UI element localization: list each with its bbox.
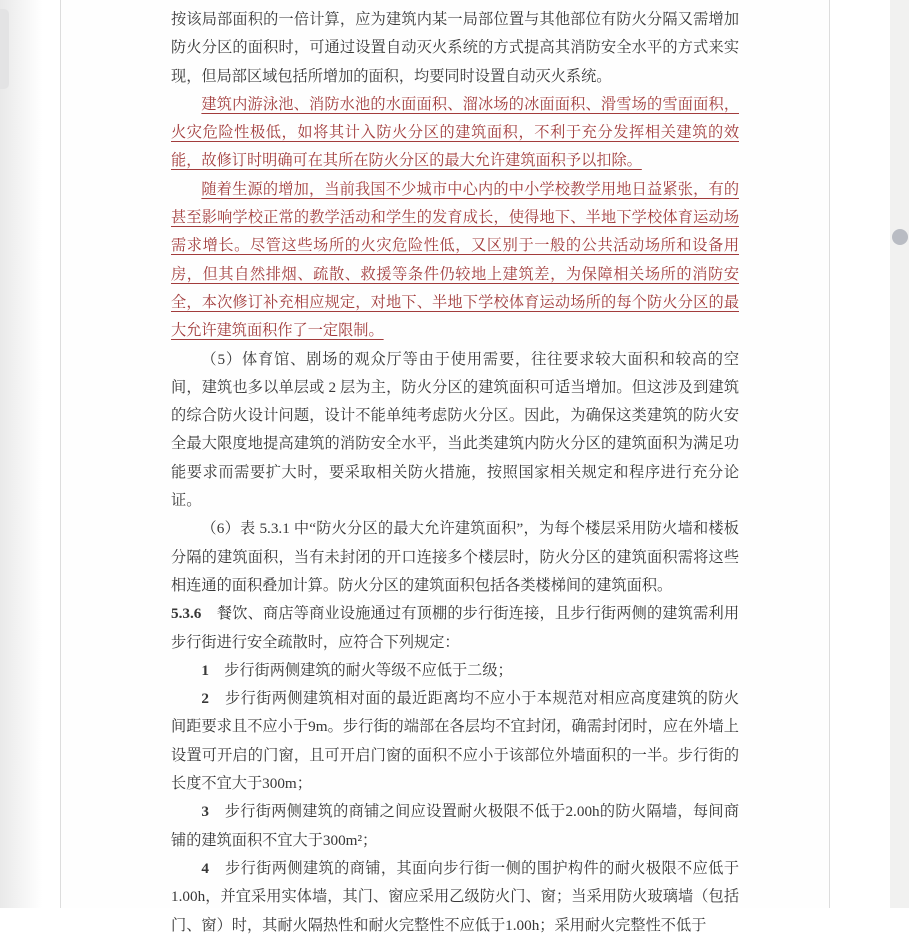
paragraph: 2 步行街两侧建筑相对面的最近距离均不应小于本规范对相应高度建筑的防火间距要求且不应小于9m。步行街的端部在各层均不宜封闭，确需封闭时，应在外墙上设置可开启的门窗，且可开启门窗的面积不应小于该部位外墙面积的一半。步行街的长度不宜大于300m； (171, 690, 739, 793)
paragraph: 5.3.6 餐饮、商店等商业设施通过有顶棚的步行街连接，且步行街两侧的建筑需利用步行街进行安全疏散时，应符合下列规定： (171, 605, 739, 651)
paragraph: 1 步行街两侧建筑的耐火等级不应低于二级； (201, 661, 513, 679)
paragraph: 按该局部面积的一倍计算，应为建筑内某一局部位置与其他部位有防火分隔又需增加防火分区的面积时，可通过设置自动灭火系统的方式提高其消防安全水平的方式来实现，但局部区域包括所增加的面积，均要同时设置自动灭火系统。 (171, 11, 739, 85)
paragraph: 随着生源的增加，当前我国不少城市中心内的中小学校教学用地日益紧张，有的甚至影响学校正常的教学活动和学生的发育成长，使得地下、半地下学校体育运动场需求增长。尽管这些场所的火灾危险性低，又区别于一般的公共活动场所和设备用房，但其自然排烟、疏散、救援等条件仍较地上建筑差，为保障相关场所的消防安全，本次修订补充相应规定，对地下、半地下学校体育运动场所的每个防火分区的最大允许建筑面积作了一定限制。 (171, 180, 739, 340)
document-page (60, 0, 830, 934)
clause-number: 5.3.6 (171, 605, 202, 623)
clause-number: 3 (201, 803, 209, 821)
clause-number: 1 (201, 661, 209, 679)
paragraph: 4 步行街两侧建筑的商铺，其面向步行街一侧的围护构件的耐火极限不应低于1.00h，并宜采用实体墙，其门、窗应采用乙级防火门、窗；当采用防火玻璃墙（包括门、窗）时，其耐火隔热性和耐火完整性不应低于1.00h；采用耐火完整性不低于 (171, 859, 739, 934)
paragraph: 建筑内游泳池、消防水池的水面面积、溜冰场的冰面面积、滑雪场的雪面面积，火灾危险性极低，如将其计入防火分区的建筑面积，不利于充分发挥相关建筑的效能，故修订时明确可在其所在防火分区的最大允许建筑面积予以扣除。 (171, 95, 739, 170)
left-panel-edge (0, 9, 9, 89)
clause-number: 2 (201, 690, 209, 708)
scrollbar-track[interactable] (890, 0, 909, 908)
paragraph: （5）体育馆、剧场的观众厅等由于使用需要，往往要求较大面积和较高的空间，建筑也多以单层或 2 层为主，防火分区的建筑面积可适当增加。但这涉及到建筑的综合防火设计问题，设计不能单纯考虑防火分区。因此，为确保这类建筑的防火安全最大限度地提高建筑的消防安全水平，当此类建筑内防火分区的建筑面积为满足功能要求而需要扩大时，要采取相关防火措施，按照国家相关规定和程序进行充分论证。 (171, 350, 739, 510)
clause-number: 4 (201, 859, 209, 877)
scrollbar-thumb[interactable] (892, 229, 908, 245)
document-text-column (171, 6, 739, 940)
paragraph: （6）表 5.3.1 中“防火分区的最大允许建筑面积”，为每个楼层采用防火墙和楼板分隔的建筑面积，当有未封闭的开口连接多个楼层时，防火分区的建筑面积需将这些相连通的面积叠加计算。防火分区的建筑面积包括各类楼梯间的建筑面积。 (171, 520, 739, 594)
left-edge-shadow (0, 0, 50, 908)
paragraph: 3 步行街两侧建筑的商铺之间应设置耐火极限不低于2.00h的防火隔墙，每间商铺的建筑面积不宜大于300m²； (171, 803, 739, 849)
